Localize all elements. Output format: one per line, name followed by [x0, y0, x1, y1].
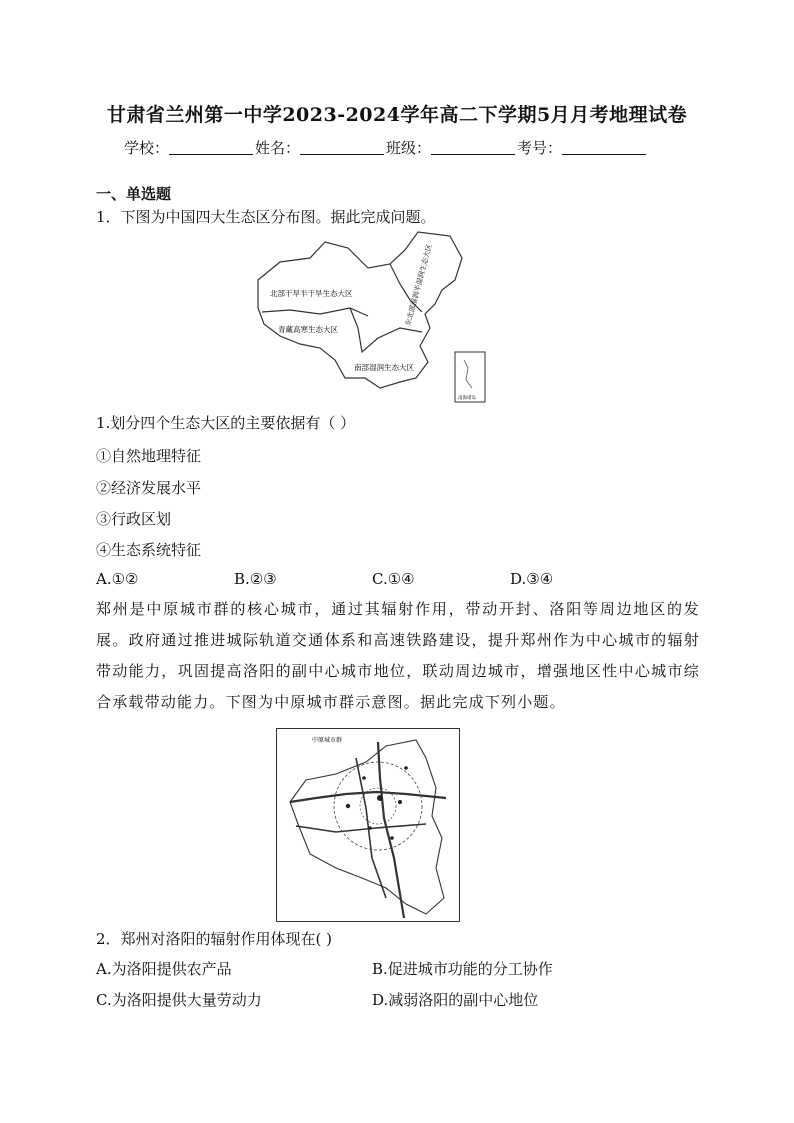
q1-item-4: ④生态系统特征: [96, 541, 202, 559]
class-blank[interactable]: [431, 140, 515, 155]
passage-text: 郑州是中原城市群的核心城市，通过其辐射作用，带动开封、洛阳等周边地区的发展。政府通过推进城际轨道交通体系和高速铁路建设，提升郑州作为中心城市的辐射带动能力，巩固提高洛阳的副中心城市地位，联动周边城市，增强地区性中心城市综合承载带动能力。下图为中原城市群示意图。据此完成下列小题。: [96, 600, 700, 711]
school-label: 学校：: [124, 139, 170, 157]
china-eco-region-map: [250, 228, 490, 406]
q2-option-b[interactable]: B.促进城市功能的分工协作: [372, 960, 553, 978]
label-northeast-region: 东北部湿润半湿润生态大区: [404, 243, 434, 327]
q2-option-a[interactable]: A.为洛阳提供农产品: [96, 960, 232, 978]
zhengzhou-dot: [377, 795, 383, 801]
q1-option-a[interactable]: A.①②: [96, 570, 139, 588]
label-tibet-region: 青藏高寒生态大区: [278, 325, 338, 334]
number-label: 考号：: [517, 139, 563, 157]
school-blank[interactable]: [169, 140, 253, 155]
kaifeng-dot: [398, 800, 402, 804]
q1-option-b[interactable]: B.②③: [234, 570, 277, 588]
q1-option-d[interactable]: D.③④: [510, 570, 554, 588]
city-dot-4: [404, 766, 408, 770]
label-south-region: 南部湿润生态大区: [354, 363, 414, 372]
q1-stem: 1.划分四个生态大区的主要依据有（ ）: [96, 414, 356, 432]
exam-title: 甘肃省兰州第一中学2023-2024学年高二下学期5月月考地理试卷: [106, 104, 688, 126]
q2-stem: 2．郑州对洛阳的辐射作用体现在( ): [96, 930, 333, 948]
q2-option-c[interactable]: C.为洛阳提供大量劳动力: [96, 991, 262, 1009]
q2-option-d[interactable]: D.减弱洛阳的副中心地位: [372, 991, 539, 1009]
section-title: 一、单选题: [96, 185, 172, 203]
label-north-region: 北部干旱半干旱生态大区: [270, 289, 353, 298]
city-dot-1: [368, 826, 372, 830]
class-label: 班级：: [386, 139, 432, 157]
name-blank[interactable]: [300, 140, 384, 155]
city-dot-3: [362, 776, 366, 780]
q1-item-2: ②经济发展水平: [96, 479, 202, 497]
map-title: 中原城市群: [312, 737, 343, 744]
luoyang-dot: [346, 804, 350, 808]
city-dot-2: [390, 836, 394, 840]
south-china-sea-inset-box: [455, 352, 485, 402]
q1-option-c[interactable]: C.①④: [372, 570, 415, 588]
central-plains-city-map: [276, 728, 460, 922]
inset-islands: [464, 360, 472, 388]
student-info-row: [124, 137, 684, 158]
q1-item-3: ③行政区划: [96, 510, 172, 528]
q1-intro: 1．下图为中国四大生态区分布图。据此完成问题。: [96, 208, 436, 226]
name-label: 姓名：: [255, 139, 301, 157]
q1-item-1: ①自然地理特征: [96, 447, 202, 465]
number-blank[interactable]: [562, 140, 646, 155]
label-inset: 南海诸岛: [458, 396, 476, 401]
